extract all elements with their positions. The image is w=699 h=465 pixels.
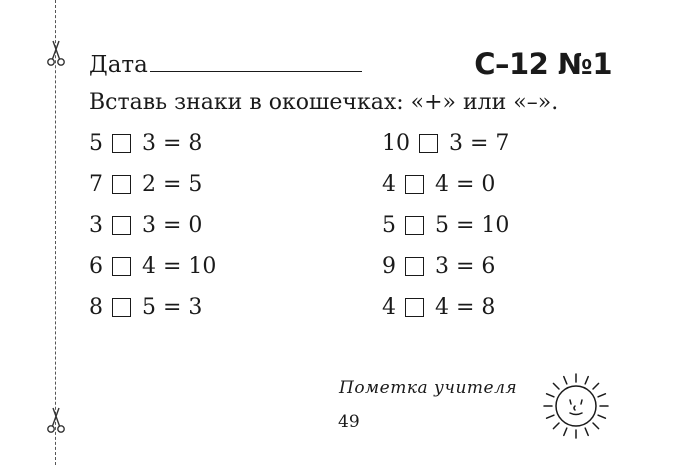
sign-box[interactable] [112,298,131,317]
instruction-text: Вставь знаки в окошечках: «+» или «–». [89,90,559,115]
sign-box[interactable] [405,216,424,235]
operand-b-result: 3 = 7 [449,130,510,156]
operand-a: 8 [89,294,103,320]
equation-row [382,123,509,164]
equation-row [89,123,216,164]
left-equation-column [89,123,216,328]
equation-row [382,164,509,205]
operand-b-result: 4 = 0 [435,171,496,197]
date-label: Дата [89,52,148,78]
operand-a: 6 [89,253,103,279]
operand-a: 3 [89,212,103,238]
operand-b-result: 3 = 8 [142,130,203,156]
sign-box[interactable] [112,257,131,276]
equation-row [89,246,216,287]
operand-a: 10 [382,130,410,156]
equation-row [382,205,509,246]
sign-box[interactable] [405,175,424,194]
cut-line [55,0,56,465]
operand-a: 5 [382,212,396,238]
equation-row [89,287,216,328]
date-blank-line[interactable] [150,71,362,72]
operand-a: 9 [382,253,396,279]
operand-b-result: 2 = 5 [142,171,203,197]
operand-a: 5 [89,130,103,156]
sign-box[interactable] [112,175,131,194]
sign-box[interactable] [419,134,438,153]
equation-row [89,164,216,205]
sign-box[interactable] [112,216,131,235]
sign-box[interactable] [405,298,424,317]
scissors-icon [44,405,68,435]
worksheet-code: С–12 №1 [474,47,612,81]
equation-row [382,246,509,287]
sun-face-icon[interactable] [540,370,612,442]
operand-b-result: 4 = 8 [435,294,496,320]
equation-row [382,287,509,328]
operand-b-result: 5 = 3 [142,294,203,320]
operand-b-result: 5 = 10 [435,212,510,238]
operand-b-result: 4 = 10 [142,253,217,279]
operand-a: 4 [382,171,396,197]
sign-box[interactable] [405,257,424,276]
equation-row [89,205,216,246]
teacher-note-label: Пометка учителя [339,378,518,398]
operand-b-result: 3 = 0 [142,212,203,238]
operand-a: 4 [382,294,396,320]
page-number: 49 [338,412,360,432]
sign-box[interactable] [112,134,131,153]
right-equation-column [382,123,509,328]
operand-a: 7 [89,171,103,197]
date-field [89,50,362,80]
operand-b-result: 3 = 6 [435,253,496,279]
scissors-icon [44,38,68,68]
